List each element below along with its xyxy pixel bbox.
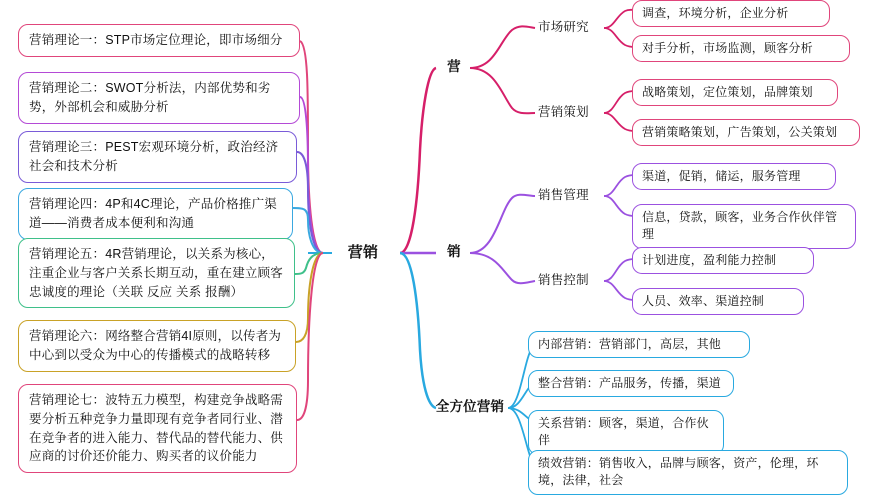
left-node-theory-7[interactable] (18, 384, 297, 473)
branch-label-all-round[interactable] (428, 397, 512, 417)
left-node-theory-1[interactable] (18, 24, 300, 57)
left-node-theory-6[interactable] (18, 320, 296, 372)
leaf-label: 计划进度，盈利能力控制 (642, 253, 777, 267)
leaf-market-research-1[interactable] (632, 0, 830, 27)
left-node-theory-2[interactable] (18, 72, 300, 124)
branch-label-ying[interactable] (434, 57, 474, 77)
left-node-theory-4[interactable] (18, 188, 293, 240)
sub-label: 市场研究 (538, 20, 589, 34)
branch-label: 全方位营销 (435, 399, 505, 414)
leaf-all-round-internal[interactable] (528, 331, 750, 358)
left-node-label: 营销理论三：PEST宏观环境分析，政治经济社会和技术分析 (29, 140, 279, 173)
leaf-sales-control-2[interactable] (632, 288, 804, 315)
leaf-label: 营销策略策划，广告策划，公关策划 (642, 125, 838, 139)
sub-label-sales-control[interactable] (538, 271, 606, 289)
leaf-label: 战略策划，定位策划，品牌策划 (642, 85, 813, 99)
leaf-sales-control-1[interactable] (632, 247, 814, 274)
leaf-label: 调查，环境分析，企业分析 (642, 6, 789, 20)
leaf-all-round-integrated[interactable] (528, 370, 734, 397)
left-node-label: 营销理论七：波特五力模型，构建竞争战略需要分析五种竞争力量即现有竞争者同行业、潜在竞争者的进入能力、替代品的替代能力、供应商的讨价还价能力、购买者的议价能力 (29, 393, 284, 464)
branch-label: 销 (447, 244, 461, 259)
leaf-label: 对手分析，市场监测，顾客分析 (642, 41, 813, 55)
branch-label-xiao[interactable] (434, 242, 474, 262)
leaf-marketing-planning-1[interactable] (632, 79, 838, 106)
root-node[interactable] (326, 240, 400, 266)
root-label: 营销 (347, 244, 379, 262)
sub-label-market-research[interactable] (538, 18, 606, 36)
branch-label: 营 (447, 59, 461, 74)
leaf-label: 绩效营销：销售收入，品牌与顾客，资产，伦理，环境，法律，社会 (538, 456, 819, 488)
leaf-label: 人员、效率、渠道控制 (642, 294, 765, 308)
leaf-label: 整合营销：产品服务，传播，渠道 (538, 376, 722, 390)
left-node-label: 营销理论二：SWOT分析法，内部优势和劣势，外部机会和威胁分析 (29, 81, 271, 114)
leaf-label: 信息，贷款，顾客，业务合作伙伴管理 (642, 210, 838, 242)
sub-label-marketing-planning[interactable] (538, 103, 606, 121)
leaf-market-research-2[interactable] (632, 35, 850, 62)
sub-label: 营销策划 (538, 105, 589, 119)
leaf-label: 内部营销：营销部门，高层，其他 (538, 337, 722, 351)
left-node-label: 营销理论五：4R营销理论，以关系为核心，注重企业与客户关系长期互动，重在建立顾客忠诚度的理论（关联 反应 关系 报酬） (29, 247, 284, 299)
left-node-label: 营销理论六：网络整合营销4I原则，以传者为中心到以受众为中心的传播模式的战略转移 (29, 329, 282, 362)
leaf-marketing-planning-2[interactable] (632, 119, 860, 146)
sub-label-sales-management[interactable] (538, 186, 606, 204)
left-node-theory-5[interactable] (18, 238, 295, 308)
left-node-theory-3[interactable] (18, 131, 297, 183)
leaf-label: 关系营销：顾客，渠道，合作伙伴 (538, 416, 709, 448)
sub-label: 销售管理 (538, 188, 589, 202)
leaf-all-round-performance[interactable] (528, 450, 848, 495)
leaf-sales-management-2[interactable] (632, 204, 856, 249)
leaf-all-round-relationship[interactable] (528, 410, 724, 455)
sub-label: 销售控制 (538, 273, 589, 287)
left-node-label: 营销理论四：4P和4C理论，产品价格推广渠道——消费者成本便利和沟通 (29, 197, 277, 230)
leaf-label: 渠道，促销，储运，服务管理 (642, 169, 801, 183)
leaf-sales-management-1[interactable] (632, 163, 836, 190)
left-node-label: 营销理论一：STP市场定位理论，即市场细分 (29, 33, 283, 47)
